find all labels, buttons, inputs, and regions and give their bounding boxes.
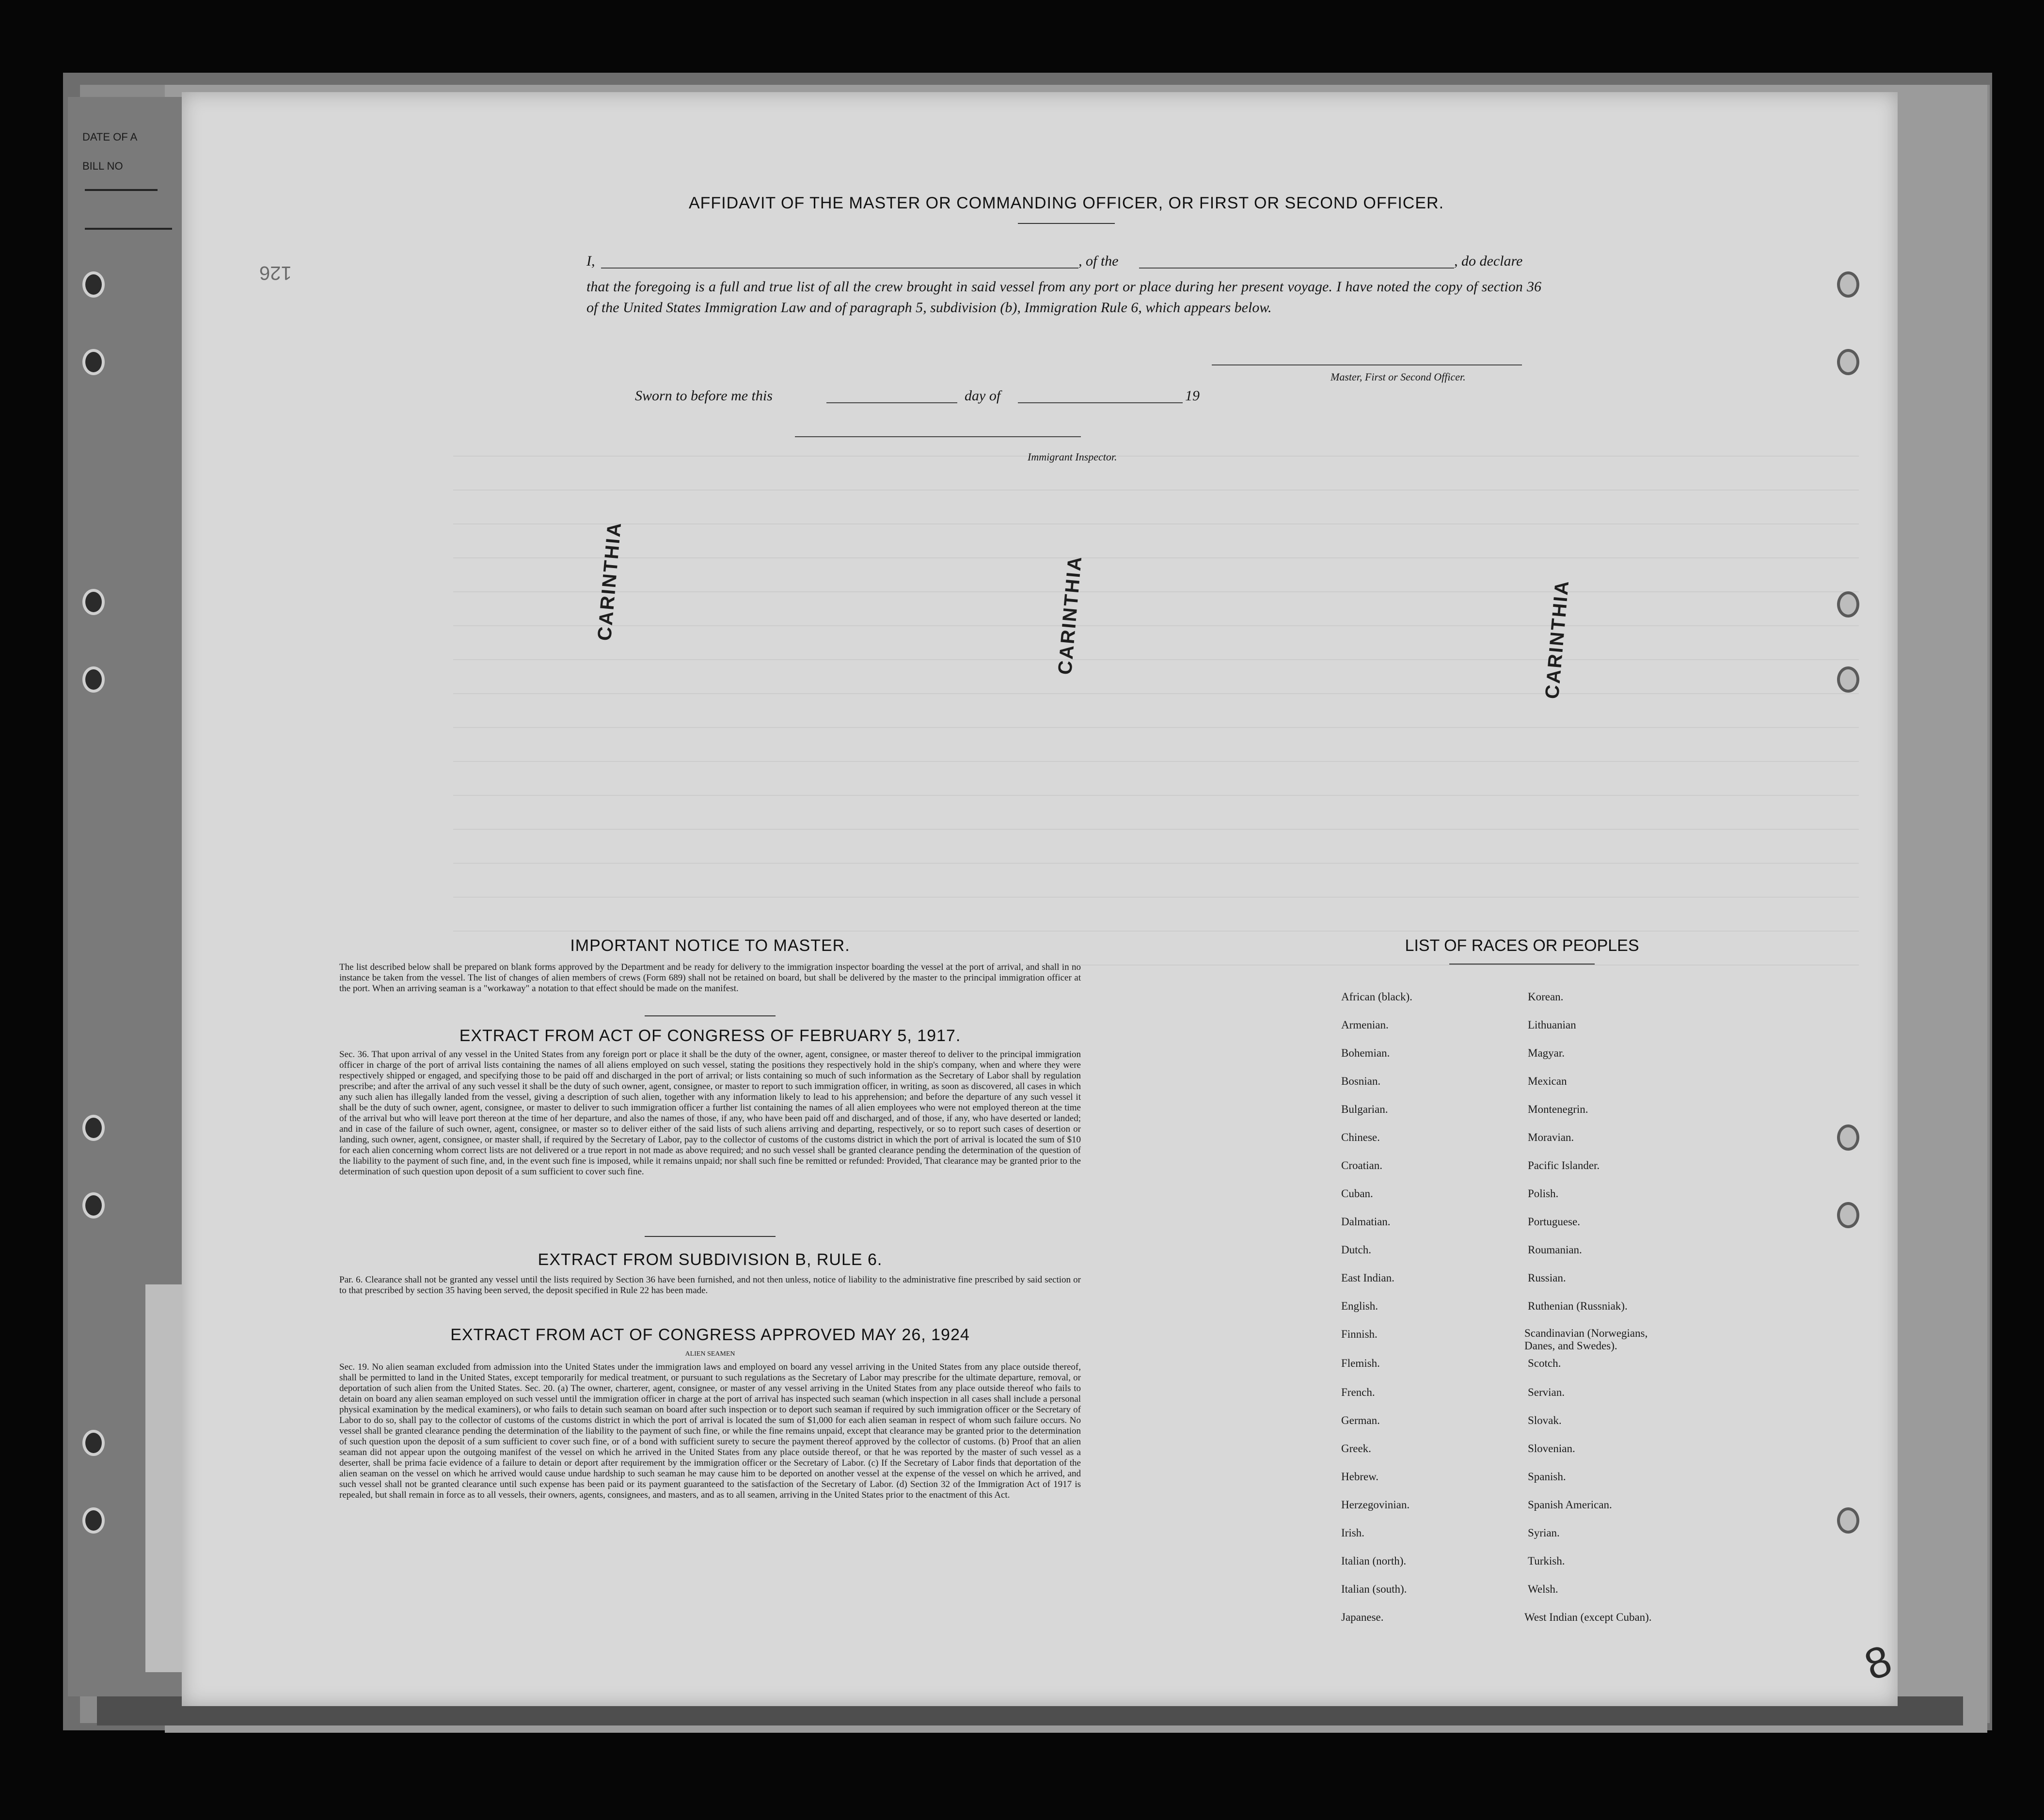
race-item: Scotch. xyxy=(1528,1357,1561,1369)
binding-hole xyxy=(82,1192,105,1219)
binding-hole xyxy=(82,271,105,298)
race-item: Moravian. xyxy=(1528,1131,1574,1143)
race-item: Russian. xyxy=(1528,1272,1566,1284)
binding-hole xyxy=(1837,1202,1859,1228)
sworn-label: Sworn to before me this xyxy=(635,388,773,404)
vessel-name-line xyxy=(1139,268,1454,269)
extract-1924-text: Sec. 19. No alien seaman excluded from admission into the United States under the immigration laws and employed on board any vessel arriving in the United States from any place outside thereof, shall be permitted to land in the United States, except temporarily for medical treatment, or pursuant to such regulations as the Secretary of Labor may prescribe for the ultimate departure, removal, or deportation of such alien from the United States. Sec. 20. (a) The owner, charterer, agent, consignee, or master of any vessel arriving in the United States from any place outside thereof who fails to detain on board any alien seaman employed on such vessel until the immigration officer in charge at the port of arrival has inspected such seaman (which inspection in all cases shall include a personal physical examination by the medical examiners), or who fails to detain such seaman on board after such inspection or to deport such seaman if required by such immigration officer or the Secretary of Labor to do so, shall pay to the collector of customs of the customs district in which the port of arrival is located the sum of $1,000 for each alien seaman in respect of whom such failure occurs. No vessel shall be granted clearance pending the determination of the liability to the payment of such fine, or while the fine remains unpaid, except that clearance may be granted prior to the determination of such question upon the deposit of a sum sufficient to cover such fine, or of a bond with sufficient surety to secure the payment thereof approved by the collector of customs. (b) Proof that an alien seaman did not appear upon the outgoing manifest of the vessel on which he arrived in the United States from any place outside thereof, or that he was reported by the master of such vessel as a deserter, shall be prima facie evidence of a failure to detain or deport after requirement by the immigration officer or the Secretary of Labor. (c) If the Secretary of Labor finds that deportation of the alien seaman on the vessel on which he arrived would cause undue hardship to such seaman he may cause him to be deported on another vessel at the expense of the vessel on which he arrived, and such vessel shall not be granted clearance until such expense has been paid or its payment guaranteed to the satisfaction of the Secretary of Labor. (d) Section 32 of the Immigration Act of 1917 is repealed, but shall remain in force as to all vessels, their owners, agents, consignees, and masters, and as to all seamen, arriving in the United States prior to the enactment of this Act. xyxy=(339,1362,1081,1500)
race-item: French. xyxy=(1341,1386,1375,1398)
inspector-caption: Immigrant Inspector. xyxy=(1028,451,1117,463)
races-title: LIST OF RACES OR PEOPLES xyxy=(1405,936,1639,955)
binding-hole xyxy=(82,1115,105,1141)
extract-1917-text: Sec. 36. That upon arrival of any vessel in the United States from any foreign port or place it shall be the duty of the owner, agent, consignee, or master thereof to deliver to the principal immigration officer in charge of the port of arrival lists containing the names of all aliens employed on such vessel, stating the positions they respectively hold in the ship's company, when and where they were respectively shipped or engaged, and specifying those to be paid off and discharged in the port of arrival; or lists containing so much of such information as the Secretary of Labor shall by regulation prescribe; and after the arrival of any such vessel it shall be the duty of such owner, agent, consignee, or master to report to such immigration officer, in writing, as soon as discovered, all cases in which any such alien has illegally landed from the vessel, giving a description of such alien, together with any information likely to lead to his apprehension; and before the departure of any such vessel it shall be the duty of such owner, agent, consignee, or master to deliver to such immigration officer a further list containing the names of all alien employees who were not employed thereon at the time of the arrival but who will leave port thereon at the time of her departure, and also the names of those, if any, who have been paid off and discharged, and of those, if any, who have deserted or landed; and in case of the failure of such owner, agent, consignee, or master so to deliver either of the said lists of such aliens arriving and departing, respectively, or so to report such cases of desertion or landing, such owner, agent, consignee, or master shall, if required by the Secretary of Labor, pay to the collector of customs of the customs district in which the port of arrival is located the sum of $10 for each alien concerning whom correct lists are not delivered or a true report in not made as above required; and no such vessel shall be granted clearance pending the determination of the question of the liability to the payment of such fine, and, in the event such fine is imposed, while it remains unpaid; nor shall such fine be remitted or refunded: Provided, That clearance may be granted prior to the determination of such question upon deposit of a sum sufficient to cover such fine. xyxy=(339,1049,1081,1177)
race-item: Slovenian. xyxy=(1528,1442,1575,1455)
race-item: Flemish. xyxy=(1341,1357,1380,1369)
affidavit-body: that the foregoing is a full and true list of all the crew brought in said vessel from any port or place during her present voyage. I have noted the copy of section 36 of the United States Immigration Law and of paragraph 5, subdivision (b), Immigration Rule 6, which appears below. xyxy=(586,279,1541,316)
vessel-stamp: CARINTHIA xyxy=(1054,554,1086,676)
race-item: Servian. xyxy=(1528,1386,1565,1398)
race-item: Mexican xyxy=(1528,1075,1567,1087)
race-item: Slovak. xyxy=(1528,1414,1562,1426)
race-item: Italian (south). xyxy=(1341,1583,1407,1595)
race-item: East Indian. xyxy=(1341,1272,1394,1284)
extract-rule6-title: EXTRACT FROM SUBDIVISION B, RULE 6. xyxy=(538,1250,883,1269)
race-item: African (black). xyxy=(1341,991,1412,1003)
race-item: Portuguese. xyxy=(1528,1216,1580,1228)
declarant-name-line xyxy=(601,268,1078,269)
title-rule xyxy=(1018,223,1115,224)
race-item: Ruthenian (Russniak). xyxy=(1528,1300,1628,1312)
race-item: German. xyxy=(1341,1414,1380,1426)
binding-hole xyxy=(1837,271,1859,298)
important-notice-title: IMPORTANT NOTICE TO MASTER. xyxy=(570,936,850,955)
race-item: Scandinavian (Norwegians, Danes, and Swedes). xyxy=(1524,1327,1648,1352)
section-rule xyxy=(645,1015,776,1016)
binding-hole xyxy=(1837,666,1859,693)
race-item: Spanish American. xyxy=(1528,1499,1612,1511)
race-item: Pacific Islander. xyxy=(1528,1159,1600,1171)
year-label: 19 xyxy=(1185,388,1200,404)
master-signature-line xyxy=(1212,364,1522,365)
race-item: Montenegrin. xyxy=(1528,1103,1588,1115)
race-item: Welsh. xyxy=(1528,1583,1558,1595)
race-item: Cuban. xyxy=(1341,1187,1373,1200)
binding-hole xyxy=(82,349,105,375)
binding-hole xyxy=(82,666,105,693)
extract-1917-title: EXTRACT FROM ACT OF CONGRESS OF FEBRUARY 5, 1917. xyxy=(459,1027,961,1045)
of-the-label: , of the xyxy=(1078,253,1119,269)
vessel-stamp: CARINTHIA xyxy=(594,520,626,642)
race-item: Spanish. xyxy=(1528,1471,1566,1483)
binding-hole xyxy=(82,1507,105,1534)
race-item: Italian (north). xyxy=(1341,1555,1407,1567)
binding-hole xyxy=(1837,591,1859,617)
race-item: West Indian (except Cuban). xyxy=(1524,1611,1652,1623)
race-item: Lithuanian xyxy=(1528,1019,1576,1031)
race-item: Greek. xyxy=(1341,1442,1371,1455)
race-item: Chinese. xyxy=(1341,1131,1380,1143)
sworn-day-line xyxy=(826,402,957,403)
race-item: Bosnian. xyxy=(1341,1075,1381,1087)
extract-1924-subtitle: ALIEN SEAMEN xyxy=(685,1350,735,1358)
race-item: Dalmatian. xyxy=(1341,1216,1391,1228)
declare-label: , do declare xyxy=(1454,253,1523,269)
margin-rule xyxy=(85,228,172,230)
race-item: Korean. xyxy=(1528,991,1564,1003)
vessel-stamp: CARINTHIA xyxy=(1541,578,1573,700)
margin-text-bill: BILL NO xyxy=(82,160,123,172)
stamped-number: 126 xyxy=(259,262,292,284)
race-item: Dutch. xyxy=(1341,1244,1371,1256)
race-item: Turkish. xyxy=(1528,1555,1565,1567)
extract-1924-title: EXTRACT FROM ACT OF CONGRESS APPROVED MAY 26, 1924 xyxy=(450,1326,970,1344)
race-item: Roumanian. xyxy=(1528,1244,1582,1256)
race-item: Japanese. xyxy=(1341,1611,1384,1623)
race-item: Bohemian. xyxy=(1341,1047,1390,1059)
race-item: Magyar. xyxy=(1528,1047,1565,1059)
binding-hole xyxy=(82,1430,105,1456)
master-caption: Master, First or Second Officer. xyxy=(1331,371,1466,383)
important-notice-text: The list described below shall be prepared on blank forms approved by the Department and be ready for delivery to the immigration inspector boarding the vessel at the port of arrival, and shall in no instance be taken from the vessel. The list of changes of alien members of crews (Form 689) shall not be retained on board, but shall be delivered by the master to the principal immigration officer at the port. When an arriving seaman is a "workaway" a notation to that effect should be made on the manifest. xyxy=(339,962,1081,994)
race-item: Irish. xyxy=(1341,1527,1364,1539)
affidavit-title: AFFIDAVIT OF THE MASTER OR COMMANDING OFFICER, OR FIRST OR SECOND OFFICER. xyxy=(688,194,1444,212)
race-item: English. xyxy=(1341,1300,1379,1312)
extract-rule6-text: Par. 6. Clearance shall not be granted any vessel until the lists required by Section 36 have been furnished, and not then unless, notice of liability to the administrative fine prescribed by said section or to that prescribed by section 35 having been served, the deposit specified in Rule 22 has been made. xyxy=(339,1275,1081,1296)
sworn-month-line xyxy=(1018,402,1183,403)
margin-text-date: DATE OF A xyxy=(82,131,138,143)
declarant-label: I, xyxy=(586,253,595,269)
race-item: Polish. xyxy=(1528,1187,1559,1200)
race-item: Finnish. xyxy=(1341,1328,1378,1340)
binding-hole xyxy=(82,589,105,615)
race-item: Herzegovinian. xyxy=(1341,1499,1410,1511)
binding-hole xyxy=(1837,349,1859,375)
race-item: Bulgarian. xyxy=(1341,1103,1388,1115)
inspector-signature-line xyxy=(795,436,1081,437)
binding-hole xyxy=(1837,1124,1859,1151)
title-rule xyxy=(1449,964,1595,965)
race-item: Syrian. xyxy=(1528,1527,1560,1539)
binding-hole xyxy=(1837,1507,1859,1534)
race-item: Armenian. xyxy=(1341,1019,1389,1031)
day-of-label: day of xyxy=(965,388,1001,404)
margin-rule xyxy=(85,189,158,191)
race-item: Hebrew. xyxy=(1341,1471,1379,1483)
handwritten-number: 8 xyxy=(1858,1636,1898,1690)
race-item: Croatian. xyxy=(1341,1159,1382,1171)
section-rule xyxy=(645,1236,776,1237)
